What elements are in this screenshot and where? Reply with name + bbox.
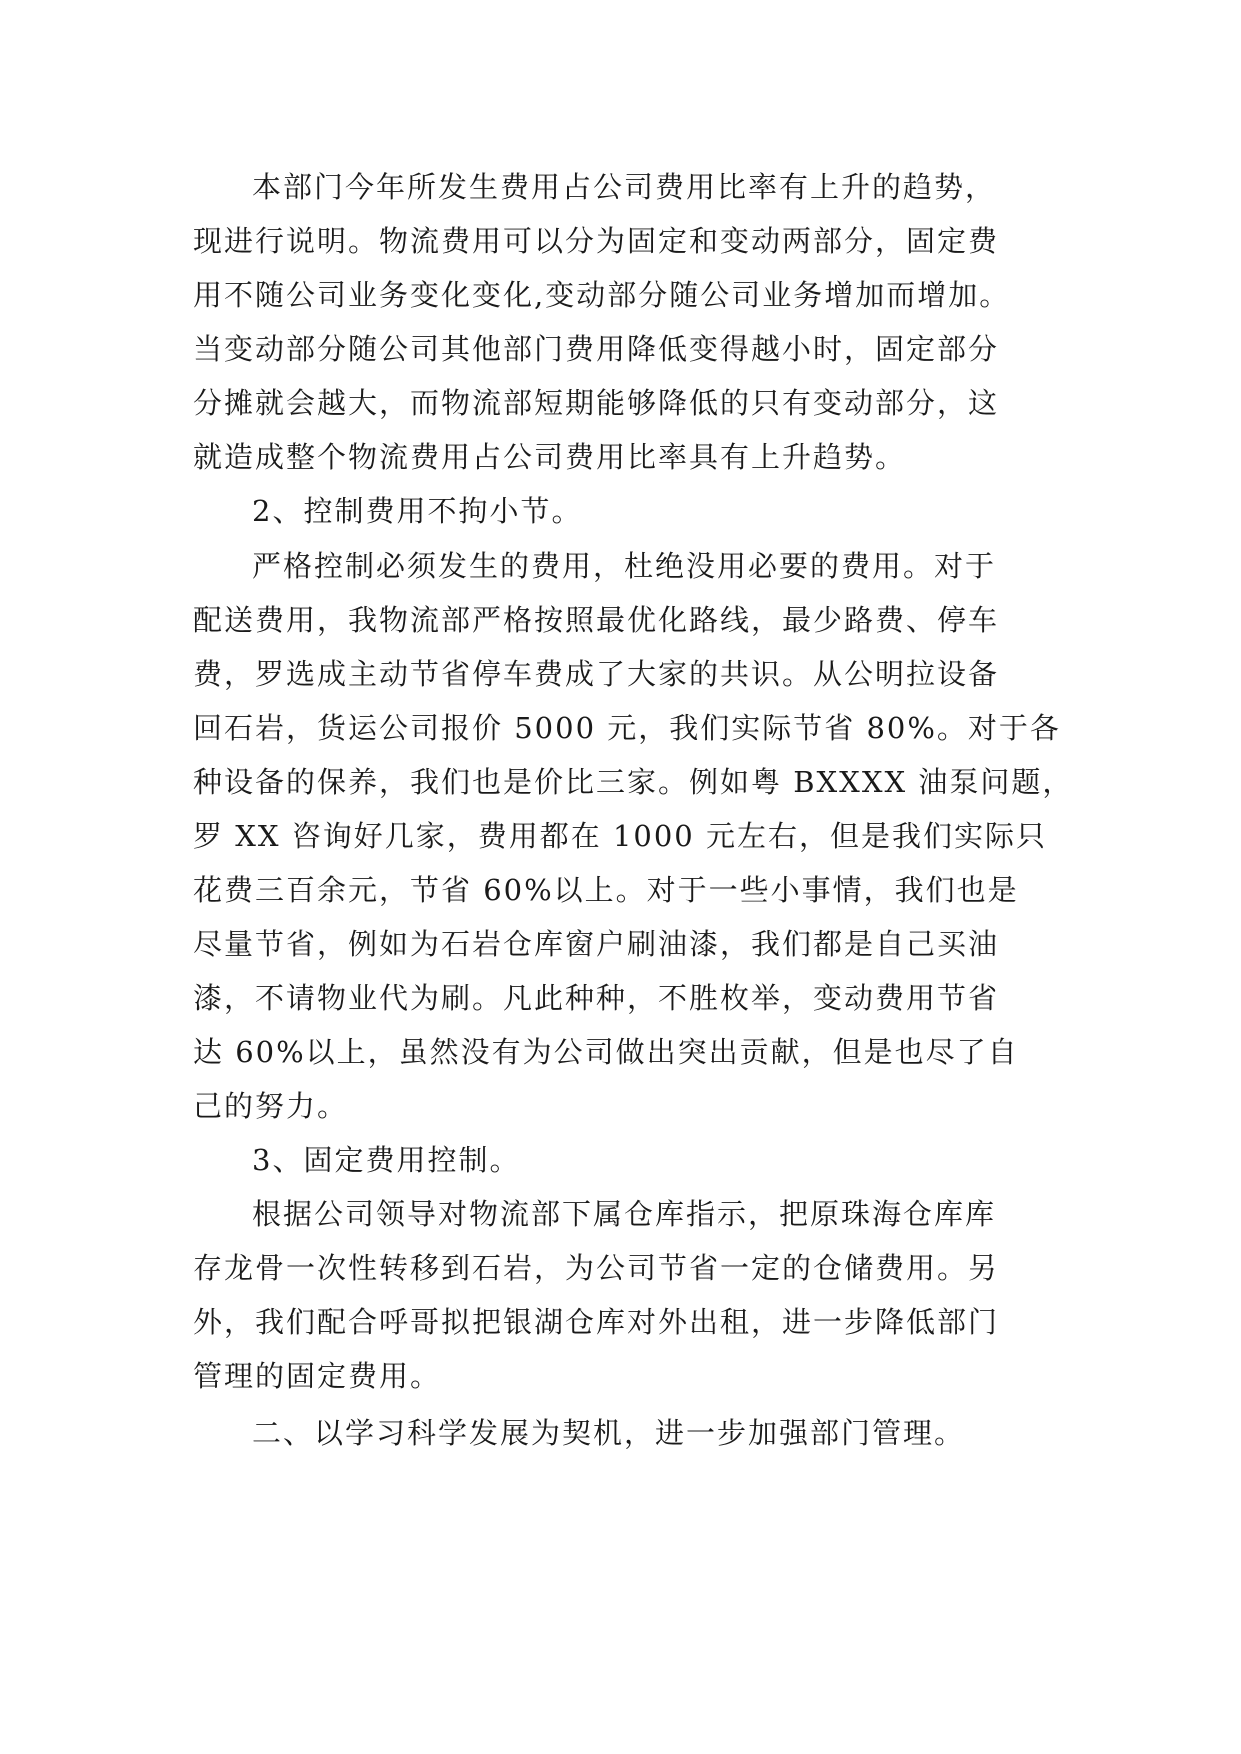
section-heading: 二、以学习科学发展为契机，进一步加强部门管理。 <box>252 1416 966 1450</box>
paragraph-line: 严格控制必须发生的费用，杜绝没用必要的费用。对于 <box>252 549 997 583</box>
paragraph-line: 管理的固定费用。 <box>193 1359 442 1393</box>
paragraph-line: 根据公司领导对物流部下属仓库指示，把原珠海仓库库 <box>252 1197 997 1231</box>
section-heading: 2、控制费用不拘小节。 <box>252 494 583 528</box>
paragraph-line: 存龙骨一次性转移到石岩，为公司节省一定的仓储费用。另 <box>193 1251 1000 1285</box>
section-heading: 3、固定费用控制。 <box>252 1143 521 1177</box>
paragraph-line: 漆，不请物业代为刷。凡此种种，不胜枚举，变动费用节省 <box>193 981 1000 1015</box>
paragraph-line: 本部门今年所发生费用占公司费用比率有上升的趋势， <box>252 170 997 204</box>
paragraph-line: 费，罗选成主动节省停车费成了大家的共识。从公明拉设备 <box>193 657 1000 691</box>
paragraph-line: 己的努力。 <box>193 1089 349 1123</box>
paragraph-line: 配送费用，我物流部严格按照最优化路线，最少路费、停车 <box>193 603 1000 637</box>
paragraph-line: 花费三百余元，节省 60%以上。对于一些小事情，我们也是 <box>193 873 1019 907</box>
paragraph-line: 达 60%以上，虽然没有为公司做出突出贡献，但是也尽了自 <box>193 1035 1019 1069</box>
paragraph-line: 就造成整个物流费用占公司费用比率具有上升趋势。 <box>193 440 907 474</box>
paragraph-line: 现进行说明。物流费用可以分为固定和变动两部分，固定费 <box>193 224 1000 258</box>
paragraph-line: 当变动部分随公司其他部门费用降低变得越小时，固定部分 <box>193 332 1000 366</box>
paragraph-line: 用不随公司业务变化变化,变动部分随公司业务增加而增加。 <box>193 278 1011 312</box>
paragraph-line: 尽量节省，例如为石岩仓库窗户刷油漆，我们都是自己买油 <box>193 927 1000 961</box>
paragraph-line: 外，我们配合呼哥拟把银湖仓库对外出租，进一步降低部门 <box>193 1305 1000 1339</box>
paragraph-line: 分摊就会越大，而物流部短期能够降低的只有变动部分，这 <box>193 386 1000 420</box>
paragraph-line: 回石岩，货运公司报价 5000 元，我们实际节省 80%。对于各 <box>193 711 1061 745</box>
paragraph-line: 罗 XX 咨询好几家，费用都在 1000 元左右，但是我们实际只 <box>193 819 1047 853</box>
paragraph-line: 种设备的保养，我们也是价比三家。例如粤 BXXXX 油泵问题， <box>193 765 1074 799</box>
